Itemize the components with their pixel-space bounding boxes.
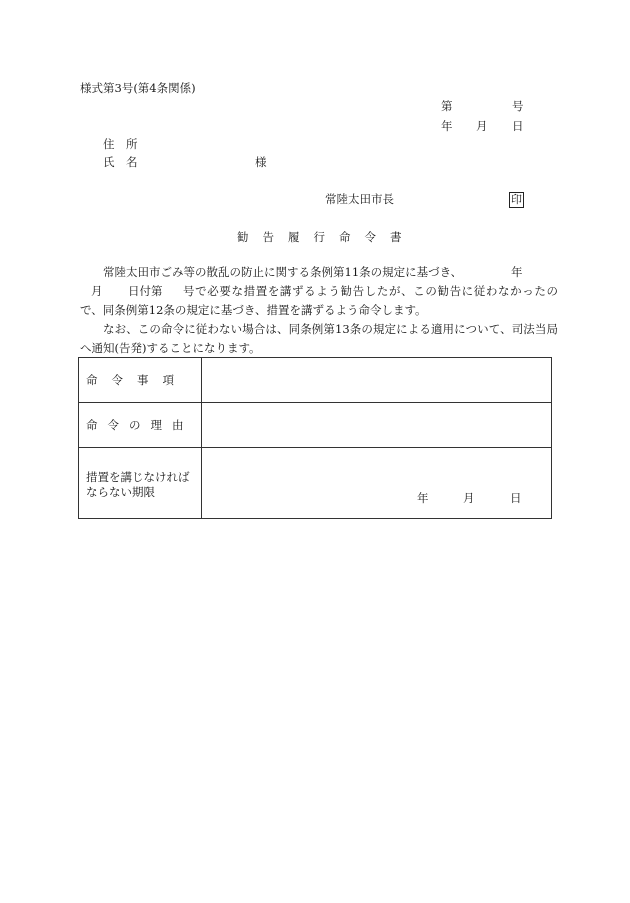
table-row xyxy=(79,403,552,448)
seal-text: 印 xyxy=(511,193,522,206)
doc-number-dai: 第 xyxy=(441,99,453,113)
date-day: 日 xyxy=(512,119,524,133)
address-label-1: 住 xyxy=(103,137,115,151)
deadline-label-line2: ならない期限 xyxy=(86,485,155,499)
name-label-2: 名 xyxy=(126,155,138,169)
doc-number-go: 号 xyxy=(512,99,524,113)
body-para1-a: 常陸太田市ごみ等の散乱の防止に関する条例第11条の規定に基づき、 xyxy=(103,265,463,279)
deadline-year: 年 xyxy=(417,491,429,505)
row-value-command-items xyxy=(202,358,552,403)
table-row xyxy=(79,448,552,519)
address-label-2: 所 xyxy=(126,137,138,151)
body-para1-b: 日付第 xyxy=(128,284,163,298)
seal-stamp xyxy=(509,192,524,208)
row-value-deadline xyxy=(202,448,552,519)
command-table xyxy=(78,357,552,519)
deadline-label-line1: 措置を講じなければ xyxy=(86,470,190,484)
body-para1-year: 年 xyxy=(511,265,523,279)
row-label-deadline xyxy=(79,448,202,519)
honorific: 様 xyxy=(255,155,267,169)
deadline-day: 日 xyxy=(510,491,522,505)
row-value-command-reason xyxy=(202,403,552,448)
deadline-month: 月 xyxy=(463,491,475,505)
body-para1-c: 号で必要な措置を講ずるよう勧告したが、この勧告に従わなかったので、同条例第12条の規定に基づき、措置を講ずるよう命令します。 xyxy=(80,284,558,317)
issuer-title: 常陸太田市長 xyxy=(325,192,394,206)
form-number: 様式第3号(第4条関係) xyxy=(80,81,196,95)
date-month: 月 xyxy=(476,119,488,133)
body-para1-month: 月 xyxy=(91,284,103,298)
row-label-command-items: 命令事項 xyxy=(79,358,202,403)
date-year: 年 xyxy=(441,119,453,133)
table-row xyxy=(79,358,552,403)
document-title: 勧告履行命令書 xyxy=(237,230,416,244)
name-label-1: 氏 xyxy=(103,155,115,169)
body-para2: なお、この命令に従わない場合は、同条例第13条の規定による適用について、司法当局へ通知(告発)することになります。 xyxy=(80,322,558,355)
row-label-command-reason: 命令の理由 xyxy=(79,403,202,448)
